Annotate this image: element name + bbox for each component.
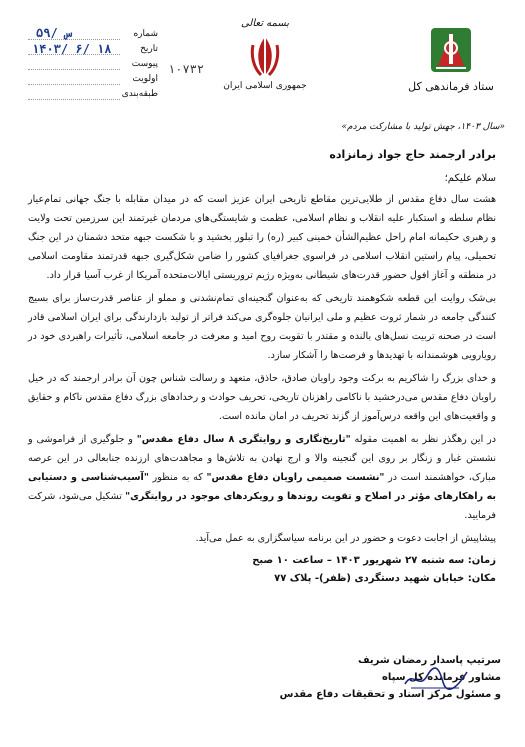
paragraph-3: و خدای بزرگ را شاکریم به برکت وجود راویان صادق، حاذق، متعهد و رسالت شناس چون آن برادر ارجمند که در خیل راویان دفاع مقدس می‌درخشید با ناکامی راهزنان تاریخی، تحریف حوادث و رخدادهای بزرگ دفاع مقدس ناکام و حقایق و واقعیت‌های این واقعه درس‌آموز از گزند تحریف در امان مانده است. (28, 373, 496, 422)
place-line: مکان: خیابان شهید دستگردی (ظفر)- پلاک ۷۷ (274, 573, 496, 584)
meta-label: اولویت (132, 73, 158, 84)
header-country: جمهوری اسلامی ایران (223, 81, 307, 91)
meta-label: پیوست (131, 58, 158, 69)
p4-text: و جلوگیری از فراموشی و نشستن غبار و زنگار بر روی این گنجینه والا و ارج نهادن به تلاش‌ها و مجاهدت‌های ارزنده جنابعالی در این عرصه مبارک، خواهشمند است در (28, 434, 496, 483)
meta-label: شماره (133, 28, 158, 39)
meta-label: طبقه‌بندی (121, 88, 158, 99)
letter-body (28, 148, 496, 588)
meta-line (28, 57, 120, 70)
letter-date: ۱۴۰۳/ ۶/ ۱۸ (32, 42, 112, 56)
header-right (391, 22, 511, 93)
p4-bold-purpose: "آسیب‌شناسی و دستیابی به راهکارهای مؤثر در اصلاح و تقویت روندها و رویکردهای موجود در روایتگری" (28, 472, 497, 502)
paragraph-2: بی‌شک روایت این قطعه شکوهمند تاریخی که به‌عنوان گنجینه‌ای تمام‌نشدنی و مملو از عناصر قدرت‌ساز برای بسیج کنندگی جامعه در شمار ثروت عظیم و ملی ایرانیان جلوه‌گری می‌کند فراتر از تولید بازدارندگی برای ایران اسلامی قادر است در صحنه تربیت نسل‌های بالنده و مقتدر با تقویت روح امید و معرفت در جامعه اسلامی، تأثیرات راهبردی خود در رویارویی هوشمندانه با تهدیدها و فرصت‌ها را آشکار سازد. (28, 293, 496, 361)
year-motto: «سال ۱۴۰۳، جهش تولید با مشارکت مردم» (341, 122, 505, 132)
paragraph-4 (28, 430, 496, 525)
time-line: زمان: سه شنبه ۲۷ شهریور ۱۴۰۳ – ساعت ۱۰ صبح (252, 555, 496, 566)
meta-classification-row (28, 86, 158, 101)
p4-text: تشکیل می‌شود، شرکت فرمایید. (28, 491, 496, 521)
bismillah: بسمه تعالی (240, 18, 290, 29)
irgc-emblem-icon (428, 22, 474, 76)
signature-block (201, 652, 501, 703)
signer-name: سرتیپ پاسدار رمضان شریف (357, 655, 501, 666)
meta-label: تاریخ (140, 43, 158, 54)
header-organization: ستاد فرماندهی کل (408, 80, 494, 93)
iran-emblem-icon (245, 33, 285, 79)
paragraph-1: هشت سال دفاع مقدس از طلایی‌ترین مقاطع تاریخی ایران عزیز است که در میدان مقابله با جنگ جهانی تمام‌عیار نظام سلطه و استکبار علیه انقلاب و نظام اسلامی، عظمت و شایستگی‌های مردمان غیرتمند این سرزمین تحت ولایت و رهبری حکیمانه امام راحل عظیم‌الشأن خمینی کبیر (ره) را تبلور بخشید و با شکست جبهه متحد دشمنان در این جنگ تحمیلی، پیام راستین انقلاب اسلامی در فراسوی جغرافیای کشور را ضامن شکل‌گیری جبهه قدرتمند مقاومت اسلامی در منطقه و آغاز افول حضور قدرت‌های شیطانی به‌ویژه رژیم تروریستی ایالات‌متحده آمریکا از غرب آسیا قرار داد. (28, 194, 496, 281)
recipient: برادر ارجمند حاج جواد زمانزاده (329, 148, 496, 161)
letter-number: ۵۹/ س (36, 26, 73, 40)
meta-line (28, 87, 120, 100)
greeting: سلام علیکم؛ (444, 173, 496, 184)
meta-attachment-row (28, 56, 158, 71)
p4-bold-event: "نشست صمیمی راویان دفاع مقدس" (206, 472, 385, 483)
meta-priority-row (28, 71, 158, 86)
signer-title-1: مشاور فرمانده کل سپاه (381, 672, 501, 683)
handwritten-signature-icon (401, 666, 471, 692)
registry-number: ۱۰۷۳۲ (168, 62, 205, 76)
p4-text: در این رهگذر نظر به اهمیت مقوله (350, 434, 496, 445)
signer-title-2: و مسئول مرکز اسناد و تحقیقات دفاع مقدس (279, 689, 501, 700)
closing: پیشاپیش از اجابت دعوت و حضور در این برنامه سیاسگزاری به عمل می‌آید. (195, 533, 496, 544)
header-center (210, 18, 320, 91)
meta-line (28, 72, 120, 85)
p4-bold-topic: "تاریخ‌نگاری و روایتگری ۸ سال دفاع مقدس" (136, 434, 351, 445)
p4-text: که به منظور (148, 472, 207, 483)
